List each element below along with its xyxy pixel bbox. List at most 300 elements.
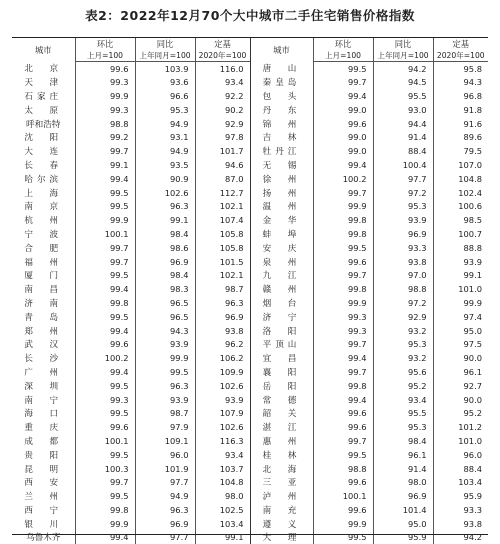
yoy-value: 103.9	[135, 62, 195, 76]
fixed-value: 101.5	[195, 255, 250, 269]
mom-value: 99.6	[313, 255, 373, 269]
yoy-value: 94.9	[135, 489, 195, 503]
table-row	[12, 213, 488, 227]
city-name: 沈 阳	[12, 130, 75, 144]
yoy-value: 98.8	[373, 282, 433, 296]
mom-value: 99.7	[313, 365, 373, 379]
fixed-value: 99.1	[433, 268, 488, 282]
yoy-value: 96.0	[135, 448, 195, 462]
fixed-value: 105.8	[195, 227, 250, 241]
fixed-value: 95.9	[433, 489, 488, 503]
table-row	[12, 103, 488, 117]
yoy-value: 96.9	[373, 489, 433, 503]
col-header-yoy-right: 同比	[373, 38, 433, 50]
mom-value: 99.4	[75, 282, 135, 296]
table-bottom-rule	[12, 534, 488, 535]
mom-value: 99.7	[313, 337, 373, 351]
yoy-value: 93.3	[373, 241, 433, 255]
fixed-value: 87.0	[195, 172, 250, 186]
yoy-value: 94.5	[373, 75, 433, 89]
mom-value: 99.8	[313, 227, 373, 241]
fixed-value: 95.8	[433, 62, 488, 76]
fixed-value: 94.6	[195, 158, 250, 172]
fixed-value: 102.6	[195, 379, 250, 393]
fixed-value: 102.5	[195, 503, 250, 517]
city-name: 海 口	[12, 406, 75, 420]
mom-value: 99.4	[75, 172, 135, 186]
city-name: 天 津	[12, 75, 75, 89]
yoy-value: 93.2	[373, 324, 433, 338]
city-name: 杭 州	[12, 213, 75, 227]
city-name: 岳 阳	[250, 379, 313, 393]
table-row	[12, 489, 488, 503]
table-row	[12, 186, 488, 200]
table-row	[12, 268, 488, 282]
city-name: 桂 林	[250, 448, 313, 462]
city-name: 南 京	[12, 199, 75, 213]
yoy-value: 93.0	[373, 103, 433, 117]
fixed-value: 112.7	[195, 186, 250, 200]
mom-value: 99.5	[313, 241, 373, 255]
city-name: 蚌 埠	[250, 227, 313, 241]
table-row	[12, 241, 488, 255]
table-row	[12, 296, 488, 310]
city-name: 长 春	[12, 158, 75, 172]
yoy-value: 96.3	[135, 503, 195, 517]
city-name: 上 海	[12, 186, 75, 200]
city-name: 泸 州	[250, 489, 313, 503]
table-row	[12, 475, 488, 489]
mom-value: 99.4	[75, 531, 135, 544]
city-name: 三 亚	[250, 475, 313, 489]
yoy-value: 96.9	[135, 517, 195, 531]
fixed-value: 92.9	[195, 117, 250, 131]
fixed-value: 96.8	[433, 89, 488, 103]
yoy-value: 97.0	[373, 268, 433, 282]
city-name: 乌鲁木齐	[12, 531, 75, 544]
city-name: 吉 林	[250, 130, 313, 144]
city-name: 成 都	[12, 434, 75, 448]
col-header-city-right: 城市	[250, 38, 313, 62]
fixed-value: 98.0	[195, 489, 250, 503]
city-name: 贵 阳	[12, 448, 75, 462]
table-row	[12, 144, 488, 158]
mom-value: 99.9	[313, 517, 373, 531]
yoy-value: 99.9	[135, 351, 195, 365]
mom-value: 99.9	[313, 296, 373, 310]
fixed-value: 93.9	[433, 255, 488, 269]
fixed-value: 101.0	[433, 434, 488, 448]
city-name: 常 德	[250, 393, 313, 407]
city-name: 武 汉	[12, 337, 75, 351]
city-name: 兰 州	[12, 489, 75, 503]
city-name: 烟 台	[250, 296, 313, 310]
yoy-value: 93.6	[135, 75, 195, 89]
city-name: 丹 东	[250, 103, 313, 117]
table-row	[12, 503, 488, 517]
mom-value: 99.8	[75, 503, 135, 517]
yoy-value: 98.0	[373, 475, 433, 489]
table-row	[12, 282, 488, 296]
city-name: 哈尔滨	[12, 172, 75, 186]
yoy-value: 92.9	[373, 310, 433, 324]
fixed-value: 96.0	[433, 448, 488, 462]
mom-value: 99.7	[75, 475, 135, 489]
table-row	[12, 365, 488, 379]
yoy-value: 93.4	[373, 393, 433, 407]
city-name: 西 安	[12, 475, 75, 489]
mom-value: 99.6	[313, 475, 373, 489]
city-name: 宜 昌	[250, 351, 313, 365]
fixed-value: 101.0	[433, 282, 488, 296]
fixed-value: 101.7	[195, 144, 250, 158]
fixed-value: 100.7	[433, 227, 488, 241]
mom-value: 99.3	[75, 103, 135, 117]
mom-value: 99.8	[313, 282, 373, 296]
mom-value: 99.7	[75, 255, 135, 269]
yoy-value: 95.2	[373, 379, 433, 393]
yoy-value: 91.4	[373, 462, 433, 476]
mom-value: 99.6	[313, 420, 373, 434]
city-name: 厦 门	[12, 268, 75, 282]
fixed-value: 107.4	[195, 213, 250, 227]
mom-value: 99.7	[75, 241, 135, 255]
city-name: 银 川	[12, 517, 75, 531]
mom-value: 99.4	[75, 365, 135, 379]
mom-value: 99.8	[313, 213, 373, 227]
fixed-value: 102.1	[195, 199, 250, 213]
yoy-value: 91.4	[373, 130, 433, 144]
fixed-value: 109.9	[195, 365, 250, 379]
fixed-value: 116.3	[195, 434, 250, 448]
yoy-value: 95.3	[373, 420, 433, 434]
mom-value: 99.6	[75, 62, 135, 76]
fixed-value: 89.6	[433, 130, 488, 144]
table-row	[12, 324, 488, 338]
yoy-value: 96.3	[135, 199, 195, 213]
city-name: 西 宁	[12, 503, 75, 517]
fixed-value: 90.0	[433, 351, 488, 365]
fixed-value: 102.1	[195, 268, 250, 282]
city-name: 温 州	[250, 199, 313, 213]
yoy-value: 95.9	[373, 531, 433, 544]
yoy-value: 100.4	[373, 158, 433, 172]
fixed-value: 100.6	[433, 199, 488, 213]
table-row	[12, 117, 488, 131]
mom-value: 99.8	[313, 379, 373, 393]
yoy-value: 98.4	[135, 268, 195, 282]
col-unit-yoy-right: 上年同月=100	[373, 50, 433, 62]
city-name: 遵 义	[250, 517, 313, 531]
city-name: 呼和浩特	[12, 117, 75, 131]
yoy-value: 96.5	[135, 310, 195, 324]
mom-value: 99.5	[75, 268, 135, 282]
yoy-value: 93.8	[373, 255, 433, 269]
city-name: 北 海	[250, 462, 313, 476]
yoy-value: 97.2	[373, 186, 433, 200]
fixed-value: 95.0	[433, 324, 488, 338]
city-name: 北 京	[12, 62, 75, 76]
fixed-value: 92.2	[195, 89, 250, 103]
mom-value: 99.0	[313, 130, 373, 144]
mom-value: 99.6	[313, 406, 373, 420]
table-row	[12, 255, 488, 269]
city-name: 泉 州	[250, 255, 313, 269]
city-name: 秦皇岛	[250, 75, 313, 89]
city-name: 大 连	[12, 144, 75, 158]
mom-value: 99.7	[75, 144, 135, 158]
fixed-value: 102.6	[195, 420, 250, 434]
fixed-value: 104.8	[433, 172, 488, 186]
fixed-value: 98.7	[195, 282, 250, 296]
yoy-value: 94.3	[135, 324, 195, 338]
mom-value: 99.7	[313, 75, 373, 89]
table-row	[12, 406, 488, 420]
table-row	[12, 75, 488, 89]
city-name: 大 理	[250, 531, 313, 544]
mom-value: 99.9	[313, 199, 373, 213]
yoy-value: 102.6	[135, 186, 195, 200]
fixed-value: 79.5	[433, 144, 488, 158]
table-row	[12, 89, 488, 103]
fixed-value: 96.1	[433, 365, 488, 379]
mom-value: 99.4	[313, 393, 373, 407]
mom-value: 98.8	[313, 462, 373, 476]
mom-value: 99.6	[75, 420, 135, 434]
city-name: 赣 州	[250, 282, 313, 296]
fixed-value: 93.4	[195, 75, 250, 89]
city-name: 九 江	[250, 268, 313, 282]
mom-value: 100.1	[75, 434, 135, 448]
city-name: 长 沙	[12, 351, 75, 365]
col-unit-fixed-right: 2020年=100	[433, 50, 488, 62]
fixed-value: 94.3	[433, 75, 488, 89]
yoy-value: 95.6	[373, 365, 433, 379]
mom-value: 99.5	[313, 531, 373, 544]
fixed-value: 96.2	[195, 337, 250, 351]
city-name: 韶 关	[250, 406, 313, 420]
table-row	[12, 158, 488, 172]
city-name: 扬 州	[250, 186, 313, 200]
city-name: 无 锡	[250, 158, 313, 172]
mom-value: 99.6	[313, 503, 373, 517]
col-header-mom: 环比	[75, 38, 135, 50]
yoy-value: 94.2	[373, 62, 433, 76]
fixed-value: 116.0	[195, 62, 250, 76]
fixed-value: 93.9	[195, 393, 250, 407]
fixed-value: 96.3	[195, 296, 250, 310]
mom-value: 99.5	[313, 62, 373, 76]
table-row	[12, 337, 488, 351]
mom-value: 100.1	[313, 489, 373, 503]
fixed-value: 102.4	[433, 186, 488, 200]
yoy-value: 98.4	[373, 434, 433, 448]
city-name: 南 充	[250, 503, 313, 517]
fixed-value: 93.4	[195, 448, 250, 462]
city-name: 青 岛	[12, 310, 75, 324]
mom-value: 99.3	[313, 310, 373, 324]
mom-value: 99.7	[313, 434, 373, 448]
col-header-yoy: 同比	[135, 38, 195, 50]
city-name: 包 头	[250, 89, 313, 103]
mom-value: 99.9	[75, 213, 135, 227]
yoy-value: 98.7	[135, 406, 195, 420]
city-name: 襄 阳	[250, 365, 313, 379]
mom-value: 99.5	[75, 489, 135, 503]
fixed-value: 103.4	[195, 517, 250, 531]
yoy-value: 93.9	[135, 337, 195, 351]
mom-value: 99.4	[313, 158, 373, 172]
col-header-mom-right: 环比	[313, 38, 373, 50]
yoy-value: 97.9	[135, 420, 195, 434]
city-name: 合 肥	[12, 241, 75, 255]
mom-value: 98.8	[75, 117, 135, 131]
yoy-value: 93.9	[135, 393, 195, 407]
city-name: 昆 明	[12, 462, 75, 476]
yoy-value: 101.4	[373, 503, 433, 517]
yoy-value: 93.9	[373, 213, 433, 227]
city-name: 深 圳	[12, 379, 75, 393]
mom-value: 99.6	[313, 117, 373, 131]
fixed-value: 91.8	[433, 103, 488, 117]
table-row	[12, 434, 488, 448]
fixed-value: 103.7	[195, 462, 250, 476]
yoy-value: 98.6	[135, 241, 195, 255]
yoy-value: 94.9	[135, 144, 195, 158]
city-name: 济 宁	[250, 310, 313, 324]
yoy-value: 98.3	[135, 282, 195, 296]
fixed-value: 106.2	[195, 351, 250, 365]
col-unit-mom-right: 上月=100	[313, 50, 373, 62]
mom-value: 100.2	[313, 172, 373, 186]
mom-value: 100.1	[75, 227, 135, 241]
table-row	[12, 310, 488, 324]
fixed-value: 92.7	[433, 379, 488, 393]
yoy-value: 96.6	[135, 89, 195, 103]
table-row	[12, 462, 488, 476]
mom-value: 99.5	[75, 199, 135, 213]
yoy-value: 99.5	[135, 365, 195, 379]
mom-value: 100.3	[75, 462, 135, 476]
mom-value: 99.3	[75, 75, 135, 89]
table-row	[12, 62, 488, 76]
yoy-value: 99.1	[135, 213, 195, 227]
mom-value: 99.5	[75, 310, 135, 324]
col-unit-fixed: 2020年=100	[195, 50, 250, 62]
col-header-fixed-right: 定基	[433, 38, 488, 50]
table-row	[12, 227, 488, 241]
col-unit-mom: 上月=100	[75, 50, 135, 62]
yoy-value: 93.2	[373, 351, 433, 365]
mom-value: 99.4	[313, 89, 373, 103]
mom-value: 99.8	[75, 296, 135, 310]
mom-value: 99.5	[75, 406, 135, 420]
city-name: 南 宁	[12, 393, 75, 407]
fixed-value: 93.8	[195, 324, 250, 338]
city-name: 锦 州	[250, 117, 313, 131]
fixed-value: 99.9	[433, 296, 488, 310]
mom-value: 99.5	[75, 379, 135, 393]
fixed-value: 107.0	[433, 158, 488, 172]
city-name: 南 昌	[12, 282, 75, 296]
city-name: 宁 波	[12, 227, 75, 241]
city-name: 安 庆	[250, 241, 313, 255]
fixed-value: 99.1	[195, 531, 250, 544]
fixed-value: 97.8	[195, 130, 250, 144]
table-row	[12, 379, 488, 393]
yoy-value: 97.7	[373, 172, 433, 186]
table-row	[12, 393, 488, 407]
city-name: 郑 州	[12, 324, 75, 338]
fixed-value: 104.8	[195, 475, 250, 489]
fixed-value: 88.4	[433, 462, 488, 476]
mom-value: 99.5	[313, 448, 373, 462]
table-row	[12, 351, 488, 365]
table-title: 表2：2022年12月70个大中城市二手住宅销售价格指数	[0, 6, 500, 24]
yoy-value: 95.0	[373, 517, 433, 531]
mom-value: 99.3	[313, 324, 373, 338]
city-name: 惠 州	[250, 434, 313, 448]
table-row	[12, 172, 488, 186]
table-row	[12, 420, 488, 434]
mom-value: 99.0	[313, 144, 373, 158]
fixed-value: 93.3	[433, 503, 488, 517]
yoy-value: 96.3	[135, 379, 195, 393]
mom-value: 99.7	[313, 186, 373, 200]
yoy-value: 109.1	[135, 434, 195, 448]
yoy-value: 94.9	[135, 117, 195, 131]
fixed-value: 90.0	[433, 393, 488, 407]
mom-value: 99.4	[75, 324, 135, 338]
yoy-value: 101.9	[135, 462, 195, 476]
mom-value: 100.2	[75, 351, 135, 365]
yoy-value: 90.9	[135, 172, 195, 186]
col-header-city: 城市	[12, 38, 75, 62]
yoy-value: 96.9	[135, 255, 195, 269]
fixed-value: 97.4	[433, 310, 488, 324]
city-name: 石家庄	[12, 89, 75, 103]
mom-value: 99.3	[75, 393, 135, 407]
fixed-value: 94.2	[433, 531, 488, 544]
yoy-value: 96.5	[135, 296, 195, 310]
yoy-value: 93.1	[135, 130, 195, 144]
yoy-value: 96.1	[373, 448, 433, 462]
fixed-value: 107.9	[195, 406, 250, 420]
mom-value: 99.0	[313, 103, 373, 117]
city-name: 唐 山	[250, 62, 313, 76]
city-name: 湛 江	[250, 420, 313, 434]
yoy-value: 95.3	[373, 199, 433, 213]
mom-value: 99.1	[75, 158, 135, 172]
yoy-value: 95.5	[373, 406, 433, 420]
mom-value: 99.9	[75, 89, 135, 103]
mom-value: 99.5	[75, 186, 135, 200]
col-unit-yoy: 上年同月=100	[135, 50, 195, 62]
mom-value: 99.9	[75, 517, 135, 531]
yoy-value: 97.7	[135, 475, 195, 489]
city-name: 济 南	[12, 296, 75, 310]
fixed-value: 98.5	[433, 213, 488, 227]
fixed-value: 90.2	[195, 103, 250, 117]
yoy-value: 95.5	[373, 89, 433, 103]
yoy-value: 88.4	[373, 144, 433, 158]
mom-value: 99.5	[75, 448, 135, 462]
table-row	[12, 517, 488, 531]
fixed-value: 91.6	[433, 117, 488, 131]
city-name: 太 原	[12, 103, 75, 117]
fixed-value: 105.8	[195, 241, 250, 255]
yoy-value: 97.2	[373, 296, 433, 310]
